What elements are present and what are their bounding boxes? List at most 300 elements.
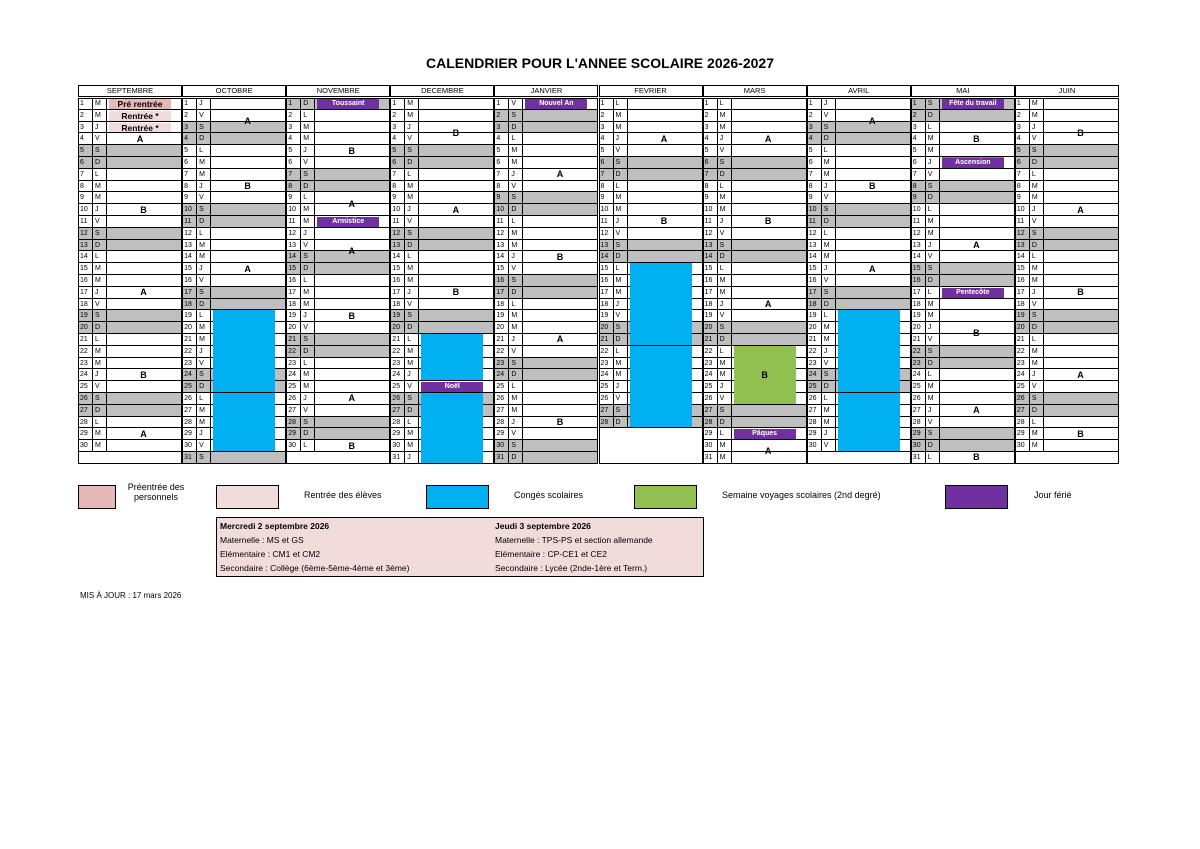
- day-number: 6: [911, 157, 926, 169]
- day-number: 23: [1015, 358, 1030, 370]
- day-number: 23: [286, 358, 301, 370]
- weekday-letter: L: [718, 98, 732, 110]
- weekday-letter: V: [509, 428, 523, 440]
- day-number: 9: [911, 192, 926, 204]
- month-column: [911, 98, 1015, 464]
- weekday-letter: S: [197, 204, 211, 216]
- school-trip-block: B: [734, 346, 796, 405]
- weekday-letter: J: [614, 299, 628, 311]
- day-number: 18: [494, 299, 509, 311]
- weekday-letter: S: [93, 228, 107, 240]
- weekday-letter: D: [197, 381, 211, 393]
- weekday-letter: M: [822, 334, 836, 346]
- day-number: 18: [286, 299, 301, 311]
- day-number: 5: [390, 145, 405, 157]
- weekday-letter: M: [301, 133, 315, 145]
- day-number: 11: [1015, 216, 1030, 228]
- day-number: 27: [182, 405, 197, 417]
- week-block: A: [942, 369, 1011, 452]
- weekday-letter: J: [718, 381, 732, 393]
- weekday-letter: L: [926, 204, 940, 216]
- day-number: 10: [911, 204, 926, 216]
- weekday-letter: M: [93, 98, 107, 110]
- weekday-letter: J: [405, 452, 419, 464]
- weekday-letter: M: [926, 299, 940, 311]
- weekday-letter: J: [301, 310, 315, 322]
- legend-label: Congés scolaires: [514, 490, 584, 500]
- day-number: 21: [390, 334, 405, 346]
- weekday-letter: S: [509, 192, 523, 204]
- day-number: 24: [807, 369, 822, 381]
- weekday-letter: V: [93, 216, 107, 228]
- weekday-letter: S: [405, 228, 419, 240]
- weekday-letter: M: [926, 393, 940, 405]
- week-block: B: [630, 181, 699, 264]
- day-number: 8: [390, 181, 405, 193]
- day-number: 2: [703, 110, 718, 122]
- weekday-letter: L: [509, 381, 523, 393]
- week-block: A: [525, 299, 594, 382]
- weekday-letter: D: [718, 169, 732, 181]
- weekday-letter: M: [509, 157, 523, 169]
- weekday-letter: S: [718, 157, 732, 169]
- day-number: 11: [703, 216, 718, 228]
- weekday-letter: M: [926, 310, 940, 322]
- weekday-letter: M: [405, 346, 419, 358]
- day-number: 12: [286, 228, 301, 240]
- day-number: 14: [807, 251, 822, 263]
- day-number: 16: [807, 275, 822, 287]
- weekday-letter: S: [1030, 228, 1044, 240]
- weekday-letter: M: [405, 192, 419, 204]
- day-number: 11: [807, 216, 822, 228]
- weekday-letter: M: [509, 228, 523, 240]
- weekday-letter: M: [614, 287, 628, 299]
- weekday-letter: D: [509, 369, 523, 381]
- weekday-letter: M: [197, 417, 211, 429]
- day-number: 26: [911, 393, 926, 405]
- day-number: 14: [390, 251, 405, 263]
- weekday-letter: J: [822, 263, 836, 275]
- weekday-letter: V: [822, 192, 836, 204]
- weekday-letter: S: [93, 310, 107, 322]
- weekday-letter: V: [197, 192, 211, 204]
- weekday-letter: M: [509, 145, 523, 157]
- day-number: 10: [494, 204, 509, 216]
- day-number: 27: [911, 405, 926, 417]
- day-number: 14: [78, 251, 93, 263]
- day-number: 2: [911, 110, 926, 122]
- weekday-letter: J: [718, 216, 732, 228]
- day-number: 10: [286, 204, 301, 216]
- weekday-letter: V: [93, 299, 107, 311]
- day-number: 1: [911, 98, 926, 110]
- day-number: 17: [182, 287, 197, 299]
- weekday-letter: S: [718, 322, 732, 334]
- day-number: 6: [703, 157, 718, 169]
- day-number: 31: [390, 452, 405, 464]
- weekday-letter: M: [718, 110, 732, 122]
- day-number: 25: [599, 381, 614, 393]
- weekday-letter: L: [614, 346, 628, 358]
- weekday-letter: D: [718, 251, 732, 263]
- day-number: 6: [78, 157, 93, 169]
- last-updated: MIS À JOUR : 17 mars 2026: [80, 591, 182, 600]
- week-block: A: [734, 263, 803, 346]
- weekday-letter: S: [926, 346, 940, 358]
- day-number: 14: [703, 251, 718, 263]
- day-label: Nouvel An: [525, 99, 587, 110]
- day-number: 24: [78, 369, 93, 381]
- day-number: 30: [807, 440, 822, 452]
- weekday-letter: J: [93, 287, 107, 299]
- day-label: Rentrée *: [109, 111, 171, 122]
- weekday-letter: J: [822, 181, 836, 193]
- day-number: 7: [182, 169, 197, 181]
- weekday-letter: M: [405, 358, 419, 370]
- day-number: 12: [703, 228, 718, 240]
- day-number: 12: [911, 228, 926, 240]
- day-number: 27: [390, 405, 405, 417]
- week-block: A: [213, 228, 282, 311]
- day-number: 20: [390, 322, 405, 334]
- weekday-letter: J: [926, 240, 940, 252]
- day-number: 27: [703, 405, 718, 417]
- day-number: 27: [599, 405, 614, 417]
- weekday-letter: J: [405, 122, 419, 134]
- legend-label: Préentrée des personnels: [127, 482, 185, 502]
- day-number: 18: [1015, 299, 1030, 311]
- day-number: 27: [494, 405, 509, 417]
- day-number: 12: [390, 228, 405, 240]
- day-number: 17: [494, 287, 509, 299]
- day-number: 15: [807, 263, 822, 275]
- week-block: B: [317, 440, 386, 452]
- weekday-letter: M: [614, 369, 628, 381]
- day-number: 4: [1015, 133, 1030, 145]
- day-number: 14: [286, 251, 301, 263]
- weekday-letter: J: [509, 334, 523, 346]
- day-number: 20: [1015, 322, 1030, 334]
- day-number: 22: [703, 346, 718, 358]
- day-number: 21: [494, 334, 509, 346]
- day-number: 20: [703, 322, 718, 334]
- weekday-letter: J: [405, 204, 419, 216]
- weekday-letter: M: [93, 110, 107, 122]
- weekday-letter: J: [718, 299, 732, 311]
- day-number: 17: [911, 287, 926, 299]
- weekday-letter: M: [197, 405, 211, 417]
- day-number: 4: [286, 133, 301, 145]
- day-number: 6: [182, 157, 197, 169]
- day-number: 29: [807, 428, 822, 440]
- day-number: 8: [1015, 181, 1030, 193]
- day-label: Pré rentrée: [109, 99, 171, 110]
- day-number: 24: [390, 369, 405, 381]
- weekday-letter: M: [197, 334, 211, 346]
- day-number: 8: [807, 181, 822, 193]
- weekday-letter: M: [718, 204, 732, 216]
- day-number: 12: [182, 228, 197, 240]
- day-number: 20: [78, 322, 93, 334]
- info-right-line: Maternelle : TPS-PS et section allemande: [495, 535, 653, 545]
- day-number: 28: [1015, 417, 1030, 429]
- day-number: 7: [703, 169, 718, 181]
- day-number: 18: [807, 299, 822, 311]
- page-title: CALENDRIER POUR L'ANNEE SCOLAIRE 2026-2027: [426, 55, 774, 71]
- day-number: 30: [286, 440, 301, 452]
- day-number: 3: [807, 122, 822, 134]
- weekday-letter: D: [93, 322, 107, 334]
- weekday-letter: V: [509, 263, 523, 275]
- day-number: 6: [599, 157, 614, 169]
- day-number: 9: [807, 192, 822, 204]
- week-block: B: [525, 381, 594, 464]
- weekday-letter: L: [1030, 334, 1044, 346]
- weekday-letter: L: [926, 122, 940, 134]
- day-number: 21: [703, 334, 718, 346]
- weekday-letter: L: [301, 440, 315, 452]
- legend-swatch: [78, 485, 116, 509]
- week-block: A: [942, 204, 1011, 287]
- month-column: [807, 98, 911, 464]
- weekday-letter: D: [614, 251, 628, 263]
- day-number: 21: [911, 334, 926, 346]
- day-number: 31: [182, 452, 197, 464]
- weekday-letter: L: [1030, 251, 1044, 263]
- weekday-letter: D: [197, 216, 211, 228]
- day-number: 19: [494, 310, 509, 322]
- day-number: 11: [286, 216, 301, 228]
- day-number: 24: [182, 369, 197, 381]
- weekday-letter: V: [614, 393, 628, 405]
- day-number: 25: [703, 381, 718, 393]
- day-number: 19: [286, 310, 301, 322]
- day-number: 5: [599, 145, 614, 157]
- weekday-letter: M: [1030, 346, 1044, 358]
- weekday-letter: M: [509, 405, 523, 417]
- week-block: A: [317, 192, 386, 216]
- day-number: 17: [78, 287, 93, 299]
- day-number: 12: [1015, 228, 1030, 240]
- weekday-letter: M: [301, 369, 315, 381]
- month-header-mai: MAI: [911, 85, 1015, 97]
- day-number: 9: [703, 192, 718, 204]
- day-number: 14: [494, 251, 509, 263]
- day-number: 28: [494, 417, 509, 429]
- weekday-letter: S: [926, 98, 940, 110]
- day-number: 22: [1015, 346, 1030, 358]
- weekday-letter: D: [93, 405, 107, 417]
- weekday-letter: J: [93, 369, 107, 381]
- weekday-letter: L: [718, 346, 732, 358]
- day-number: 9: [286, 192, 301, 204]
- day-label: Armistice: [317, 217, 379, 228]
- week-block: A: [630, 98, 699, 181]
- weekday-letter: M: [822, 251, 836, 263]
- weekday-letter: L: [718, 181, 732, 193]
- weekday-letter: M: [718, 287, 732, 299]
- weekday-letter: M: [405, 440, 419, 452]
- weekday-letter: J: [1030, 122, 1044, 134]
- weekday-letter: J: [614, 133, 628, 145]
- legend-swatch: [426, 485, 489, 509]
- day-number: 24: [703, 369, 718, 381]
- day-number: 7: [807, 169, 822, 181]
- day-number: 10: [1015, 204, 1030, 216]
- day-number: 4: [78, 133, 93, 145]
- weekday-letter: S: [405, 393, 419, 405]
- weekday-letter: M: [822, 169, 836, 181]
- legend-label: Rentrée des élèves: [304, 490, 382, 500]
- weekday-letter: J: [197, 263, 211, 275]
- weekday-letter: M: [93, 263, 107, 275]
- weekday-letter: M: [718, 369, 732, 381]
- day-number: 21: [286, 334, 301, 346]
- day-number: 15: [703, 263, 718, 275]
- weekday-letter: J: [509, 169, 523, 181]
- day-number: 13: [703, 240, 718, 252]
- month-column: [286, 98, 390, 464]
- day-number: 25: [182, 381, 197, 393]
- weekday-letter: D: [405, 405, 419, 417]
- weekday-letter: V: [301, 157, 315, 169]
- weekday-letter: V: [1030, 381, 1044, 393]
- day-number: 22: [286, 346, 301, 358]
- day-number: 11: [78, 216, 93, 228]
- day-number: 24: [1015, 369, 1030, 381]
- weekday-letter: D: [93, 240, 107, 252]
- weekday-letter: S: [405, 145, 419, 157]
- day-number: 11: [599, 216, 614, 228]
- weekday-letter: V: [509, 181, 523, 193]
- weekday-letter: D: [1030, 322, 1044, 334]
- weekday-letter: D: [926, 440, 940, 452]
- weekday-letter: D: [93, 157, 107, 169]
- weekday-letter: M: [509, 310, 523, 322]
- weekday-letter: D: [405, 157, 419, 169]
- day-number: 18: [703, 299, 718, 311]
- weekday-letter: V: [509, 98, 523, 110]
- day-number: 2: [807, 110, 822, 122]
- week-block: A: [109, 417, 178, 452]
- weekday-letter: M: [93, 358, 107, 370]
- day-number: 22: [78, 346, 93, 358]
- weekday-letter: J: [197, 98, 211, 110]
- day-number: 15: [911, 263, 926, 275]
- day-number: 16: [390, 275, 405, 287]
- week-block: B: [1046, 98, 1115, 169]
- day-label: Fête du travail: [942, 99, 1004, 110]
- day-number: 27: [78, 405, 93, 417]
- day-number: 17: [807, 287, 822, 299]
- weekday-letter: J: [93, 122, 107, 134]
- weekday-letter: J: [614, 381, 628, 393]
- weekday-letter: S: [197, 452, 211, 464]
- day-number: 11: [182, 216, 197, 228]
- info-left-line: Elémentaire : CM1 et CM2: [220, 549, 321, 559]
- weekday-letter: S: [1030, 393, 1044, 405]
- day-number: 25: [390, 381, 405, 393]
- weekday-letter: J: [197, 428, 211, 440]
- day-number: 19: [182, 310, 197, 322]
- weekday-letter: V: [301, 240, 315, 252]
- weekday-letter: J: [93, 204, 107, 216]
- day-number: 17: [703, 287, 718, 299]
- week-block: B: [1046, 251, 1115, 334]
- weekday-letter: S: [614, 240, 628, 252]
- weekday-letter: M: [1030, 98, 1044, 110]
- weekday-letter: S: [614, 322, 628, 334]
- week-block: A: [734, 440, 803, 464]
- weekday-letter: M: [718, 122, 732, 134]
- day-number: 28: [286, 417, 301, 429]
- day-number: 7: [494, 169, 509, 181]
- day-number: 3: [390, 122, 405, 134]
- day-number: 23: [494, 358, 509, 370]
- weekday-letter: M: [509, 240, 523, 252]
- month-header-novembre: NOVEMBRE: [286, 85, 390, 97]
- month-column: [599, 98, 703, 464]
- day-number: 27: [807, 405, 822, 417]
- day-number: 28: [911, 417, 926, 429]
- day-number: 9: [390, 192, 405, 204]
- day-number: 30: [1015, 440, 1030, 452]
- day-number: 14: [599, 251, 614, 263]
- weekday-letter: D: [301, 346, 315, 358]
- weekday-letter: J: [926, 405, 940, 417]
- month-header-septembre: SEPTEMBRE: [78, 85, 182, 97]
- day-number: 22: [390, 346, 405, 358]
- day-number: 29: [78, 428, 93, 440]
- day-number: 23: [807, 358, 822, 370]
- weekday-letter: V: [614, 145, 628, 157]
- day-number: 26: [286, 393, 301, 405]
- weekday-letter: J: [405, 287, 419, 299]
- day-number: 22: [494, 346, 509, 358]
- day-number: 30: [494, 440, 509, 452]
- info-right-line: Secondaire : Lycée (2nde-1ère et Term.): [495, 563, 648, 573]
- weekday-letter: D: [822, 381, 836, 393]
- day-number: 3: [703, 122, 718, 134]
- weekday-letter: D: [1030, 157, 1044, 169]
- day-number: 30: [78, 440, 93, 452]
- legend-label: Jour férié: [1034, 490, 1072, 500]
- day-number: 1: [1015, 98, 1030, 110]
- day-number: 19: [390, 310, 405, 322]
- weekday-letter: M: [405, 275, 419, 287]
- day-label: Noël: [421, 382, 483, 393]
- day-number: 7: [286, 169, 301, 181]
- day-number: 3: [494, 122, 509, 134]
- weekday-letter: M: [614, 122, 628, 134]
- day-number: 5: [1015, 145, 1030, 157]
- weekday-letter: S: [614, 157, 628, 169]
- weekday-letter: J: [926, 157, 940, 169]
- day-number: 28: [599, 417, 614, 429]
- day-number: 14: [1015, 251, 1030, 263]
- weekday-letter: V: [926, 169, 940, 181]
- day-number: 9: [78, 192, 93, 204]
- day-number: 19: [78, 310, 93, 322]
- day-number: 10: [390, 204, 405, 216]
- weekday-letter: L: [197, 145, 211, 157]
- weekday-letter: S: [93, 145, 107, 157]
- day-number: 4: [911, 133, 926, 145]
- weekday-letter: M: [1030, 110, 1044, 122]
- weekday-letter: M: [926, 228, 940, 240]
- week-block: B: [942, 299, 1011, 370]
